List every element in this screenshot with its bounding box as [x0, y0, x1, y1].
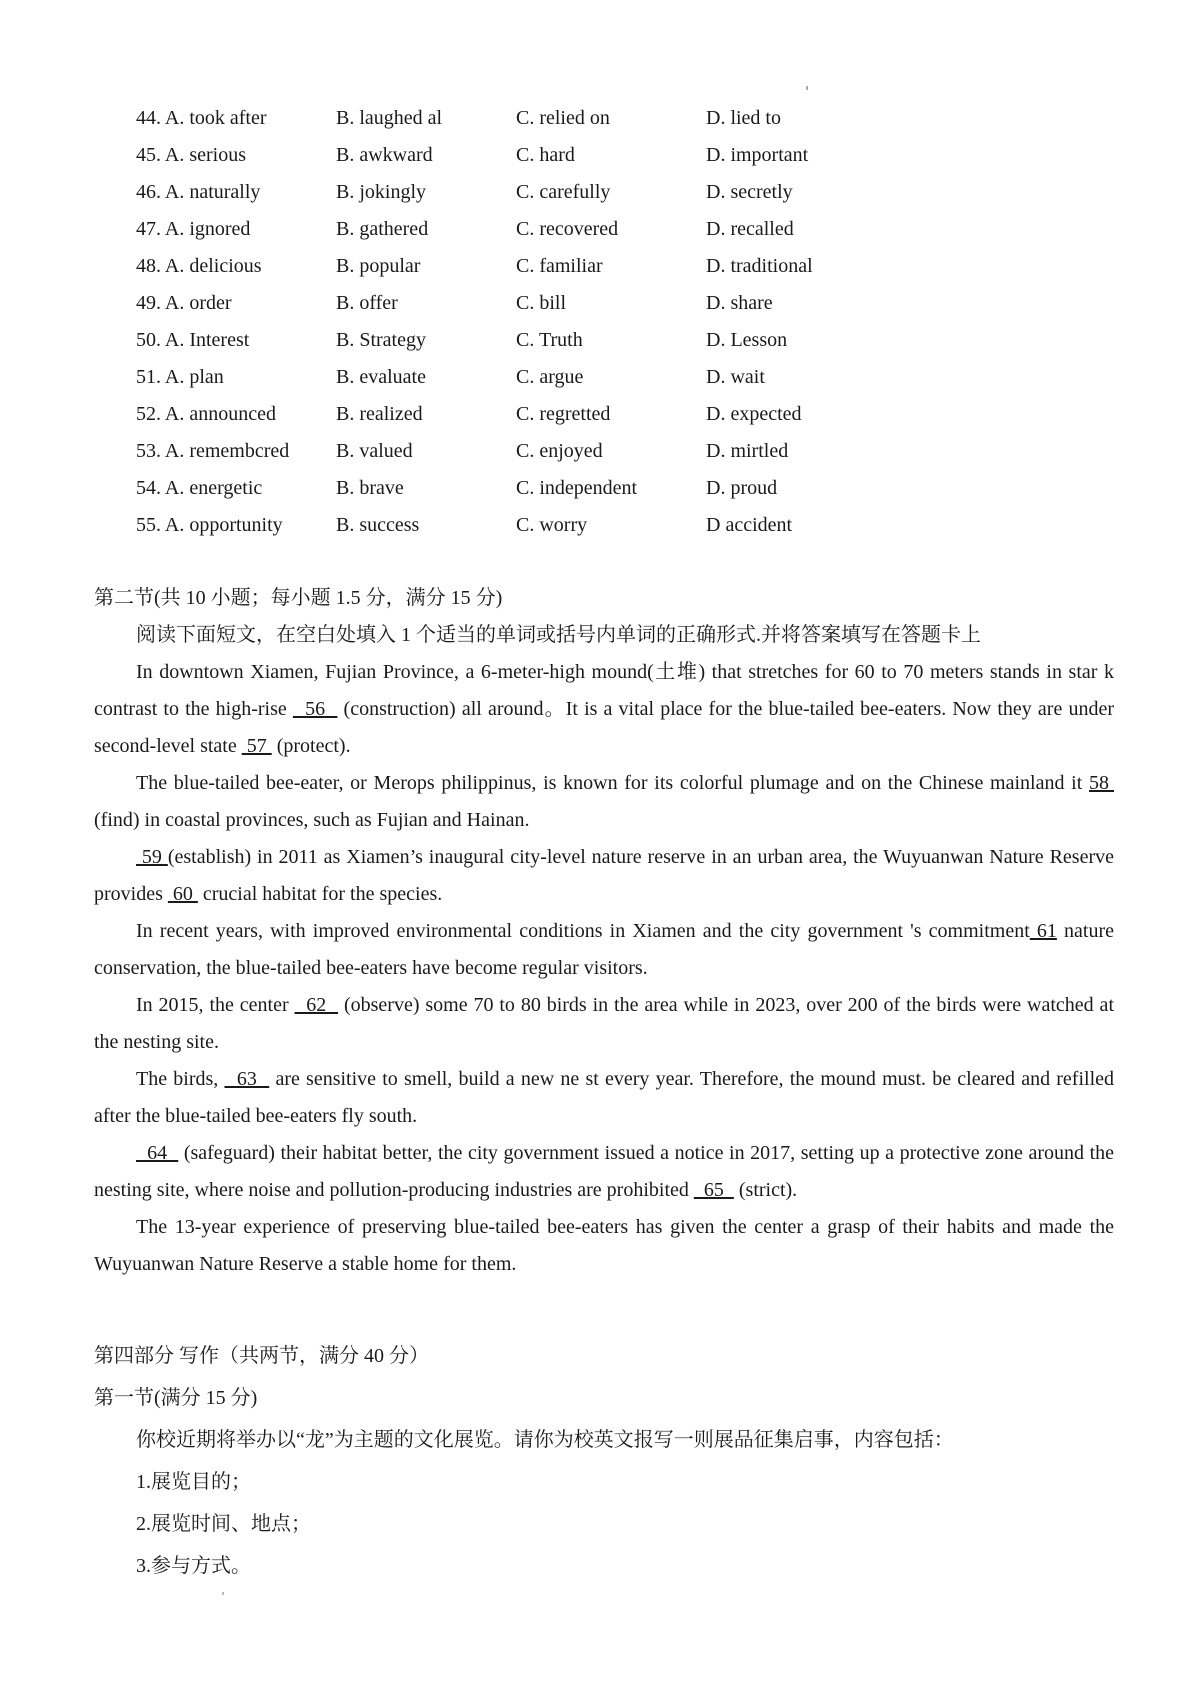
passage-text: (establish) in 2011 as Xiamen’s inaugural city-level nature reserve in an urban area, the Wuyuanwan Nature Reserve provides: [94, 846, 1115, 905]
passage-text: (construction) all around。It is a vital place for the blue-tailed bee-eaters. Now they are under second-level state: [94, 698, 1114, 757]
choice-row: [136, 322, 836, 359]
choice-option-b: B. awkward: [336, 144, 433, 166]
choice-option-a: 45. A. serious: [136, 144, 246, 166]
passage-text: (find) in coastal provinces, such as Fujian and Hainan.: [94, 809, 530, 831]
choice-option-d: D. secretly: [706, 181, 793, 203]
passage-text: In 2015, the center: [136, 994, 295, 1016]
choice-option-d: D. traditional: [706, 255, 813, 277]
choice-option-b: B. gathered: [336, 218, 429, 240]
passage-text: (observe) some 70 to 80 birds in the area while in 2023, over 200 of the birds were watched at the nesting site.: [94, 994, 1114, 1053]
choice-option-b: B. offer: [336, 292, 398, 314]
writing-section: [94, 1335, 1114, 1587]
choice-option-a: 54. A. energetic: [136, 477, 263, 499]
choice-option-c: C. enjoyed: [516, 440, 603, 462]
sub-section-heading: 第一节(满分 15 分): [94, 1387, 258, 1409]
passage-paragraph: [94, 765, 1114, 839]
choice-option-b: B. valued: [336, 440, 413, 462]
choice-option-c: C. hard: [516, 144, 575, 166]
passage-paragraph: [94, 1135, 1114, 1209]
choice-option-d: D. lied to: [706, 107, 781, 129]
choice-option-a: 47. A. ignored: [136, 218, 251, 240]
choice-option-c: C. bill: [516, 292, 567, 314]
section-instruction: 阅读下面短文，在空白处填入 1 个适当的单词或括号内单词的正确形式.并将答案填写在答题卡上: [136, 624, 981, 646]
passage-paragraph: [94, 839, 1114, 913]
passage-text: are sensitive to smell, build a new ne st every year. Therefore, the mound must. be cleared and refilled after the blue-tailed bee-eaters fly south.: [94, 1068, 1115, 1127]
choice-option-a: 51. A. plan: [136, 366, 224, 388]
choice-option-b: B. laughed al: [336, 107, 443, 129]
blank-57: 57: [241, 735, 272, 757]
choice-option-c: C. familiar: [516, 255, 603, 277]
choice-option-a: 53. A. remembcred: [136, 440, 290, 462]
choice-option-d: D. expected: [706, 403, 802, 425]
choice-option-a: 44. A. took after: [136, 107, 267, 129]
blank-64: 64: [136, 1142, 179, 1164]
passage-text: (strict).: [733, 1179, 798, 1201]
choice-option-a: 50. A. Interest: [136, 329, 250, 351]
choice-option-d: D. wait: [706, 366, 765, 388]
passage-paragraph: [94, 987, 1114, 1061]
passage-text: crucial habitat for the species.: [197, 883, 443, 905]
choice-option-b: B. success: [336, 514, 420, 536]
choice-option-c: C. argue: [516, 366, 584, 388]
section-heading: 第二节(共 10 小题；每小题 1.5 分，满分 15 分): [94, 587, 503, 609]
choice-option-b: B. evaluate: [336, 366, 426, 388]
blank-59: 59: [136, 846, 168, 868]
passage-paragraph: [94, 913, 1114, 987]
scan-speck: [806, 86, 808, 90]
scan-speck: [222, 1592, 224, 1595]
choice-option-c: C. relied on: [516, 107, 610, 129]
choice-row: [136, 211, 836, 248]
passage-paragraph: [94, 1061, 1114, 1135]
choice-option-a: 52. A. announced: [136, 403, 276, 425]
passage-paragraph: The 13-year experience of preserving blue-tailed bee-eaters has given the center a grasp of their habits and made the Wuyuanwan Nature Reserve a stable home for them.: [94, 1216, 1114, 1275]
choice-option-a: 46. A. naturally: [136, 181, 261, 203]
passage-text: (protect).: [271, 735, 351, 757]
choice-option-d: D. important: [706, 144, 809, 166]
writing-prompt: 你校近期将举办以“龙”为主题的文化展览。请你为校英文报写一则展品征集启事，内容包括：: [136, 1429, 954, 1451]
choice-option-d: D. share: [706, 292, 773, 314]
choice-row: [136, 359, 836, 396]
choice-option-c: C. recovered: [516, 218, 619, 240]
passage-text: (safeguard) their habitat better, the city government issued a notice in 2017, setting up a protective zone around the nesting site, where noise and pollution-producing industries are prohibited: [94, 1142, 1115, 1201]
choice-option-b: B. brave: [336, 477, 404, 499]
choice-option-c: C. independent: [516, 477, 638, 499]
choice-option-a: 55. A. opportunity: [136, 514, 283, 536]
blank-61: 61: [1029, 920, 1057, 942]
choice-option-c: C. carefully: [516, 181, 611, 203]
choice-row: [136, 100, 836, 137]
blank-65: 65: [693, 1179, 734, 1201]
grammar-fill-section: [94, 580, 1114, 1283]
choice-option-d: D. mirtled: [706, 440, 789, 462]
choice-option-c: C. Truth: [516, 329, 583, 351]
blank-56: 56: [292, 698, 338, 720]
choice-option-d: D. Lesson: [706, 329, 788, 351]
choice-option-b: B. jokingly: [336, 181, 427, 203]
choice-row: [136, 470, 836, 507]
passage-text: In recent years, with improved environmental conditions in Xiamen and the city government 's commitment: [136, 920, 1030, 942]
choice-row: [136, 285, 836, 322]
choice-option-d: D accident: [706, 514, 793, 536]
choice-option-d: D. proud: [706, 477, 778, 499]
choice-option-b: B. Strategy: [336, 329, 426, 351]
multiple-choice-options: [136, 100, 836, 544]
choice-option-c: C. worry: [516, 514, 588, 536]
passage-text: In downtown Xiamen, Fujian Province, a 6-meter-high mound(土堆) that stretches for 60 to 70 meters stands in star k contrast to the high-rise: [94, 661, 1114, 720]
choice-row: [136, 396, 836, 433]
passage-text: The birds,: [136, 1068, 225, 1090]
blank-60: 60: [167, 883, 198, 905]
choice-option-c: C. regretted: [516, 403, 611, 425]
choice-row: [136, 174, 836, 211]
blank-58: 58: [1089, 772, 1114, 794]
choice-option-a: 48. A. delicious: [136, 255, 262, 277]
prompt-item: 2.展览时间、地点；: [136, 1513, 311, 1535]
passage-text: The blue-tailed bee-eater, or Merops philippinus, is known for its colorful plumage and on the Chinese mainland it: [136, 772, 1089, 794]
choice-row: [136, 433, 836, 470]
choice-row: [136, 137, 836, 174]
choice-option-d: D. recalled: [706, 218, 794, 240]
passage-text: nature conservation, the blue-tailed bee-eaters have become regular visitors.: [94, 920, 1115, 979]
prompt-item: 1.展览目的；: [136, 1471, 251, 1493]
part-heading: 第四部分 写作（共两节，满分 40 分）: [94, 1345, 429, 1367]
blank-63: 63: [224, 1068, 270, 1090]
choice-option-b: B. realized: [336, 403, 423, 425]
choice-option-a: 49. A. order: [136, 292, 232, 314]
choice-row: [136, 507, 836, 544]
choice-row: [136, 248, 836, 285]
prompt-item: 3.参与方式。: [136, 1555, 251, 1577]
passage-paragraph: [94, 654, 1114, 765]
choice-option-b: B. popular: [336, 255, 421, 277]
blank-62: 62: [294, 994, 339, 1016]
